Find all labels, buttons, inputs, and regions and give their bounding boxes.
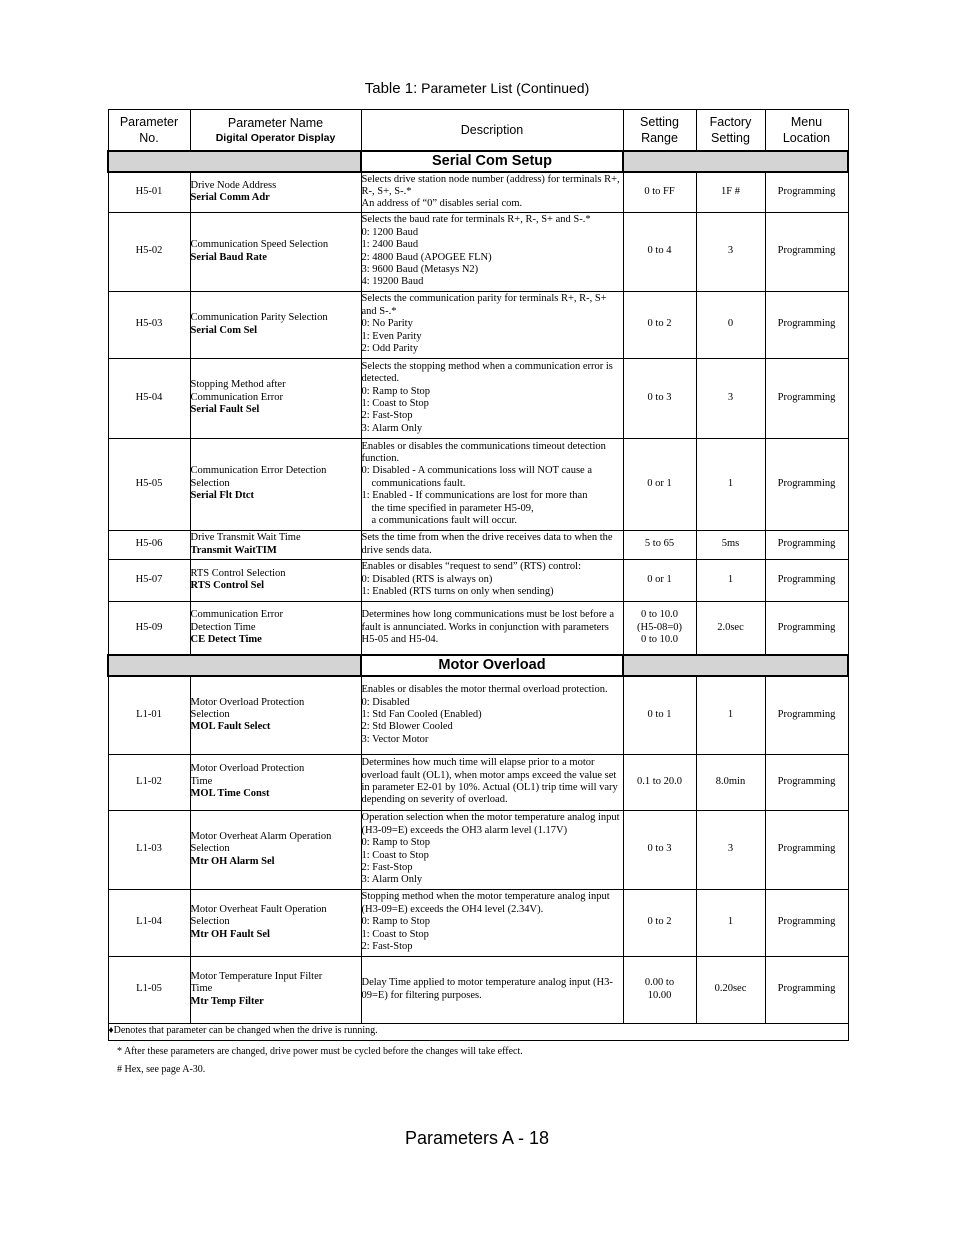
operator-display: Serial Com Sel [190, 324, 257, 336]
operator-display: CE Detect Time [190, 633, 262, 645]
menu-location: Programming [765, 956, 848, 1023]
param-name-line: Selection [190, 916, 230, 928]
header-menu-location: Menu Location [765, 110, 848, 152]
setting-range: 0.1 to 20.0 [623, 754, 696, 810]
menu-location: Programming [765, 810, 848, 889]
description-line: 0: Disabled - A communications loss will NOT cause a [361, 465, 592, 477]
operator-display: RTS Control Sel [190, 580, 265, 591]
table-row [108, 889, 848, 956]
description-line: 1: Enabled (RTS turns on only when sending) [361, 586, 554, 598]
param-name [190, 172, 361, 212]
param-name [190, 212, 361, 291]
factory-setting: 3 [696, 212, 765, 291]
factory-setting: 0.20sec [696, 956, 765, 1023]
operator-display: Serial Fault Sel [190, 404, 260, 416]
menu-location: Programming [765, 438, 848, 530]
description-line: 0: Ramp to Stop [361, 916, 431, 928]
factory-setting: 5ms [696, 530, 765, 559]
table-body [108, 151, 848, 1023]
param-name [190, 956, 361, 1023]
header-setting-range: Setting Range [623, 110, 696, 152]
description-line: 1: 2400 Baud [361, 239, 419, 251]
table-row [108, 438, 848, 530]
description-line: communications fault. [371, 477, 466, 489]
description-line: 0: 1200 Baud [361, 226, 419, 238]
section-header-spacer [623, 655, 848, 676]
setting-range: 0 to 10.0 (H5-08=0) 0 to 10.0 [623, 601, 696, 655]
param-description [361, 956, 623, 1023]
param-description [361, 358, 623, 438]
param-name-line: Communication Error [190, 609, 283, 621]
param-name-line: Selection [190, 843, 230, 855]
param-name-line: Communication Speed Selection [190, 239, 329, 251]
param-number: H5-05 [108, 438, 190, 530]
setting-range: 0 or 1 [623, 438, 696, 530]
factory-setting: 1F # [696, 172, 765, 212]
setting-range: 0 to FF [623, 172, 696, 212]
description-line: Enables or disables “request to send” (RTS) control: [361, 561, 582, 573]
operator-display: MOL Fault Select [190, 721, 271, 733]
description-line: a communications fault will occur. [371, 515, 518, 527]
param-name-line: Motor Overload Protection [190, 696, 305, 708]
param-number: L1-02 [108, 754, 190, 810]
description-line: Operation selection when the motor temperature analog input (H3-09=E) exceeds the OH3 alarm level (1.17V) [361, 812, 620, 836]
description-line: the time specified in parameter H5-09, [371, 502, 534, 514]
menu-location: Programming [765, 601, 848, 655]
factory-setting: 0 [696, 291, 765, 358]
param-name-line: Selection [190, 477, 230, 489]
setting-range: 5 to 65 [623, 530, 696, 559]
description-line: 2: 4800 Baud (APOGEE FLN) [361, 251, 492, 263]
param-description [361, 601, 623, 655]
description-line: 0: No Parity [361, 318, 413, 330]
operator-display: Mtr OH Alarm Sel [190, 855, 275, 867]
param-name-line: Detection Time [190, 621, 256, 633]
factory-setting: 1 [696, 889, 765, 956]
description-line: 0: Disabled (RTS is always on) [361, 573, 493, 585]
section-header-spacer [108, 151, 361, 172]
menu-location: Programming [765, 530, 848, 559]
footnote-row [108, 1023, 848, 1040]
param-description [361, 212, 623, 291]
param-number: H5-03 [108, 291, 190, 358]
table-row [108, 212, 848, 291]
setting-range: 0 to 2 [623, 291, 696, 358]
param-name [190, 676, 361, 754]
description-line: Enables or disables the communications timeout detection function. [361, 440, 606, 464]
description-line: 0: Disabled [361, 696, 410, 708]
operator-display: Transmit WaitTIM [190, 544, 277, 556]
description-line: An address of “0” disables serial com. [361, 198, 523, 210]
menu-location: Programming [765, 559, 848, 601]
param-name-line: Motor Overload Protection [190, 763, 305, 775]
param-name-line: Time [190, 983, 213, 995]
param-name-line: Communication Error [190, 391, 283, 403]
param-description [361, 676, 623, 754]
description-line: 2: Fast-Stop [361, 861, 413, 873]
param-number: H5-04 [108, 358, 190, 438]
param-name [190, 559, 361, 601]
param-name [190, 889, 361, 956]
description-line: 1: Coast to Stop [361, 849, 429, 861]
param-number: H5-07 [108, 559, 190, 601]
setting-range: 0 or 1 [623, 559, 696, 601]
factory-setting: 2.0sec [696, 601, 765, 655]
param-number: H5-01 [108, 172, 190, 212]
param-name-line: Communication Parity Selection [190, 312, 328, 324]
parameter-table [107, 109, 849, 1041]
description-line: 1: Even Parity [361, 330, 422, 342]
param-number: L1-03 [108, 810, 190, 889]
header-param-name [190, 110, 361, 152]
header-description: Description [361, 110, 623, 152]
caption-text: Parameter List (Continued) [421, 80, 590, 96]
table-row [108, 754, 848, 810]
menu-location: Programming [765, 676, 848, 754]
factory-setting: 8.0min [696, 754, 765, 810]
param-name-line: Motor Overheat Fault Operation [190, 903, 327, 915]
param-name [190, 601, 361, 655]
description-line: 4: 19200 Baud [361, 276, 424, 288]
menu-location: Programming [765, 889, 848, 956]
description-line: 0: Ramp to Stop [361, 385, 431, 397]
param-name-line: Drive Node Address [190, 179, 277, 191]
section-title: Motor Overload [361, 655, 623, 676]
description-line: 2: Odd Parity [361, 343, 419, 355]
param-number: H5-09 [108, 601, 190, 655]
param-description [361, 291, 623, 358]
param-name-line: Motor Overheat Alarm Operation [190, 830, 332, 842]
param-number: L1-01 [108, 676, 190, 754]
description-line: 2: Fast-Stop [361, 410, 413, 422]
description-line: 1: Enabled - If communications are lost for more than [361, 490, 588, 502]
param-number: L1-05 [108, 956, 190, 1023]
section-header-row [108, 655, 848, 676]
footnote-hex: # Hex, see page A-30. [117, 1064, 206, 1075]
param-description [361, 810, 623, 889]
param-description [361, 438, 623, 530]
setting-range: 0 to 1 [623, 676, 696, 754]
table-row [108, 358, 848, 438]
description-line: 0: Ramp to Stop [361, 837, 431, 849]
param-name-line: Stopping Method after [190, 379, 286, 391]
table-row [108, 956, 848, 1023]
page-footer: Parameters A - 18 [404, 1128, 550, 1148]
table-row [108, 291, 848, 358]
table-caption [0, 80, 954, 97]
param-name [190, 358, 361, 438]
section-header-spacer [623, 151, 848, 172]
param-name [190, 438, 361, 530]
factory-setting: 3 [696, 810, 765, 889]
header-param-name-label: Parameter Name [227, 116, 324, 130]
param-description [361, 530, 623, 559]
operator-display: Serial Comm Adr [190, 192, 270, 204]
description-line: 1: Std Fan Cooled (Enabled) [361, 709, 482, 721]
factory-setting: 3 [696, 358, 765, 438]
caption-prefix: Table 1: [364, 80, 418, 97]
param-name [190, 291, 361, 358]
header-display-label: Digital Operator Display [215, 132, 336, 144]
menu-location: Programming [765, 291, 848, 358]
operator-display: Serial Baud Rate [190, 251, 267, 263]
description-line: Determines how long communications must be lost before a fault is annunciated. Works in conjunction with parameters H5-05 and H5-04. [361, 609, 615, 645]
param-description [361, 889, 623, 956]
menu-location: Programming [765, 754, 848, 810]
description-line: 2: Std Blower Cooled [361, 721, 453, 733]
header-factory-setting: Factory Setting [696, 110, 765, 152]
setting-range: 0 to 3 [623, 810, 696, 889]
table-row [108, 559, 848, 601]
setting-range: 0 to 4 [623, 212, 696, 291]
description-line: Enables or disables the motor thermal overload protection. [361, 684, 608, 696]
param-number: L1-04 [108, 889, 190, 956]
param-description [361, 559, 623, 601]
param-name-line: Drive Transmit Wait Time [190, 532, 301, 544]
operator-display: Mtr Temp Filter [190, 995, 264, 1007]
table-row [108, 601, 848, 655]
description-line: Delay Time applied to motor temperature analog input (H3-09=E) for filtering purposes. [361, 977, 613, 1001]
section-header-spacer [108, 655, 361, 676]
setting-range: 0.00 to 10.00 [623, 956, 696, 1023]
param-name [190, 754, 361, 810]
description-line: 1: Coast to Stop [361, 398, 429, 409]
header-row [108, 110, 848, 152]
factory-setting: 1 [696, 559, 765, 601]
param-description [361, 172, 623, 212]
param-name-line: Communication Error Detection [190, 465, 327, 477]
section-header-row [108, 151, 848, 172]
description-line: Selects the communication parity for terminals R+, R-, S+ and S-.* [361, 293, 607, 317]
param-number: H5-06 [108, 530, 190, 559]
table-row [108, 172, 848, 212]
header-param-no: Parameter No. [108, 110, 190, 152]
section-title: Serial Com Setup [361, 151, 623, 172]
param-name-line: RTS Control Selection [190, 567, 286, 579]
operator-display: Mtr OH Fault Sel [190, 928, 270, 940]
param-name [190, 530, 361, 559]
factory-setting: 1 [696, 438, 765, 530]
operator-display: Serial Flt Dtct [190, 490, 255, 502]
menu-location: Programming [765, 212, 848, 291]
table-row [108, 810, 848, 889]
description-line: Determines how much time will elapse prior to a motor overload fault (OL1), when motor amps exceed the value set in parameter E2-01 by 10%. Actual (OL1) trip time will vary depending on severity of overload. [361, 757, 618, 806]
description-line: 3: 9600 Baud (Metasys N2) [361, 263, 479, 275]
description-line: Sets the time from when the drive receives data to when the drive sends data. [361, 532, 613, 556]
description-line: Selects drive station node number (address) for terminals R+, R-, S+, S-.* [361, 173, 620, 198]
setting-range: 0 to 3 [623, 358, 696, 438]
description-line: Stopping method when the motor temperature analog input (H3-09=E) exceeds the OH4 level (2.34V). [361, 891, 610, 915]
description-line: Selects the baud rate for terminals R+, R-, S+ and S-.* [361, 214, 591, 226]
menu-location: Programming [765, 358, 848, 438]
param-name [190, 810, 361, 889]
footnote-running: ♦Denotes that parameter can be changed when the drive is running. [108, 1023, 848, 1040]
param-name-line: Motor Temperature Input Filter [190, 970, 323, 982]
setting-range: 0 to 2 [623, 889, 696, 956]
param-description [361, 754, 623, 810]
description-line: 3: Vector Motor [361, 733, 429, 745]
description-line: 3: Alarm Only [361, 422, 423, 434]
description-line: 2: Fast-Stop [361, 941, 413, 953]
operator-display: MOL Time Const [190, 788, 270, 800]
param-number: H5-02 [108, 212, 190, 291]
description-line: 1: Coast to Stop [361, 928, 429, 940]
table-row [108, 530, 848, 559]
param-name-line: Selection [190, 709, 230, 721]
table-row [108, 676, 848, 754]
description-line: Selects the stopping method when a communication error is detected. [361, 360, 613, 385]
menu-location: Programming [765, 172, 848, 212]
param-name-line: Time [190, 775, 213, 787]
factory-setting: 1 [696, 676, 765, 754]
description-line: 3: Alarm Only [361, 874, 423, 886]
footnote-power-cycle: * After these parameters are changed, drive power must be cycled before the changes will take effect. [117, 1046, 523, 1057]
